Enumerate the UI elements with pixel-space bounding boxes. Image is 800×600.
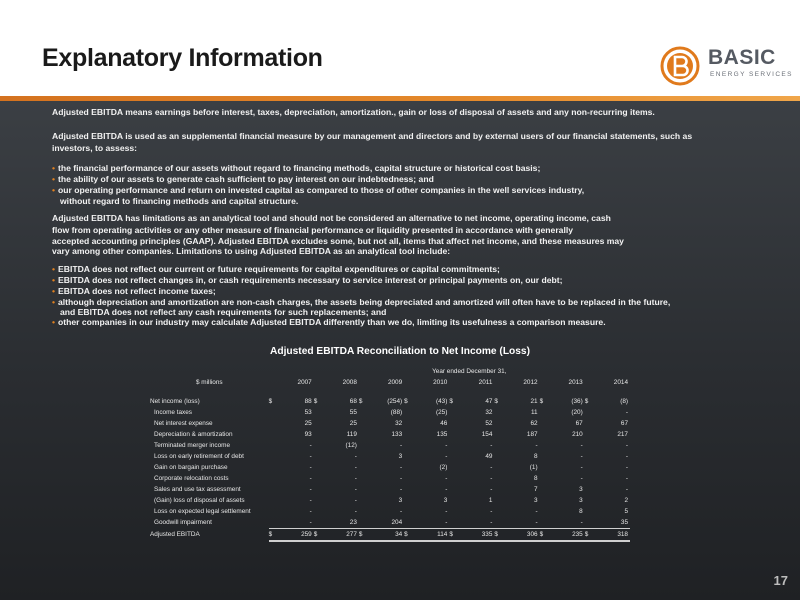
currency-symbol [540,429,549,440]
table-cell: - [580,442,583,449]
table-cell: - [625,442,628,449]
currency-symbol [494,484,503,495]
currency-symbol [404,495,413,506]
table-cell: (43) [435,398,448,405]
table-cell: 3 [443,497,448,504]
currency-symbol [359,484,368,495]
limitation-bullet-3: • EBITDA does not reflect income taxes; [52,286,216,296]
table-cell: - [625,453,628,460]
currency-symbol: $ [540,529,549,542]
currency-symbol [404,440,413,451]
currency-symbol [404,506,413,517]
table-cell: 46 [440,420,448,427]
currency-symbol [359,440,368,451]
table-row [150,506,630,517]
table-cell: 3 [534,497,538,504]
table-cell: 7 [534,486,538,493]
definition-paragraph: Adjusted EBITDA means earnings before interest, taxes, depreciation, amortization., gain or loss of disposal of assets and any non-recurring items. [52,107,655,117]
table-row [150,407,630,418]
currency-symbol [314,418,323,429]
currency-symbol [494,429,503,440]
limitation-bullet-4: • although depreciation and amortization are non-cash charges, the assets being depreciated and amortized will often have to be replaced in the future, [52,297,671,307]
currency-symbol [269,517,278,529]
currency-symbol: $ [449,398,453,405]
table-cell: 52 [485,420,493,427]
row-label: Gain on bargain purchase [154,464,228,471]
table-cell: - [400,464,403,471]
assess-bullet-1: • the financial performance of our assets without regard to financing methods, capital structure or historical cost basis; [52,163,541,173]
table-cell: 67 [575,420,583,427]
table-cell: 32 [395,420,403,427]
currency-symbol [404,429,413,440]
limitation-bullet-4-cont: and EBITDA does not reflect any cash requirements for such replacements; and [60,307,387,317]
header [0,0,800,96]
currency-symbol [585,484,594,495]
table-cell: - [309,497,312,504]
table-cell: 3 [398,453,403,460]
currency-symbol [494,451,503,462]
limitation-bullet-2: • EBITDA does not reflect changes in, or cash requirements necessary to service interest or principal payments on, our debt; [52,275,563,285]
table-cell: 8 [534,453,538,460]
table-cell: - [490,486,493,493]
table-row [150,495,630,506]
table-cell: (2) [439,464,448,471]
table-cell: 67 [620,420,628,427]
year-header: 2011 [478,379,493,386]
row-label: Sales and use tax assessment [154,486,241,493]
currency-symbol [449,473,458,484]
table-cell: - [535,442,538,449]
currency-symbol [269,418,278,429]
table-cell: 93 [304,431,312,438]
table-cell: 119 [346,431,357,438]
currency-symbol [314,484,323,495]
logo-subtext: ENERGY SERVICES [710,71,793,78]
table-cell: - [490,442,493,449]
currency-symbol [449,495,458,506]
currency-symbol [494,517,503,529]
table-cell: - [625,475,628,482]
table-cell: - [309,475,312,482]
currency-symbol [404,484,413,495]
currency-symbol [585,506,594,517]
table-cell: - [400,442,403,449]
currency-symbol [540,473,549,484]
year-header: 2010 [433,379,448,386]
currency-symbol [585,418,594,429]
assess-bullet-3-cont: without regard to financing methods and capital structure. [60,196,299,206]
currency-symbol [585,495,594,506]
currency-symbol [449,407,458,418]
table-cell: 3 [579,497,583,504]
limitation-bullet-5: • other companies in our industry may calculate Adjusted EBITDA differently than we do, limiting its usefulness a comparison measure. [52,317,606,327]
table-cell: - [354,486,357,493]
table-row [150,462,630,473]
limitations-paragraph-line1: Adjusted EBITDA has limitations as an analytical tool and should not be considered an alternative to net income, operating income, cash [52,213,611,223]
table-cell: 23 [323,517,359,529]
table-cell: - [580,475,583,482]
table-cell: - [354,508,357,515]
currency-symbol: $ [314,529,323,542]
row-label: Net interest expense [154,420,213,427]
logo-wordmark: BASIC [708,46,776,69]
table-cell: 32 [485,409,493,416]
table-cell: (12) [345,442,357,449]
limitations-paragraph-line4: vary among other companies. Limitations to using Adjusted EBITDA as an analytical tool include: [52,246,451,256]
table-cell: 2 [624,497,628,504]
currency-symbol [314,517,323,529]
currency-symbol [359,517,368,529]
table-cell: 335 [458,529,494,542]
table-cell: - [309,464,312,471]
currency-symbol [585,407,594,418]
currency-symbol [359,418,368,429]
currency-symbol [449,429,458,440]
currency-symbol [449,517,458,529]
currency-symbol [540,407,549,418]
table-cell: 204 [368,517,404,529]
assess-bullet-3: • our operating performance and return on invested capital as compared to those of other companies in the well services industry, [52,185,585,195]
currency-symbol: $ [313,398,318,405]
table-cell: - [490,475,493,482]
table-cell: - [413,517,449,529]
currency-symbol [449,506,458,517]
table-cell: 210 [572,431,583,438]
currency-symbol: $ [449,529,458,542]
table-cell: 55 [349,409,357,416]
currency-symbol [359,495,368,506]
year-header-row [150,377,630,388]
currency-symbol [269,495,278,506]
year-header: 2009 [387,379,403,386]
currency-symbol [404,473,413,484]
table-cell: 259 [278,529,314,542]
table-cell: 133 [391,431,403,438]
currency-symbol [359,462,368,473]
currency-symbol [540,506,549,517]
usage-paragraph-line1: Adjusted EBITDA is used as an supplemental financial measure by our management and directors and by external users of our financial statements, such as [52,131,693,141]
table-cell: (36) [571,398,583,405]
table-cell: 11 [530,409,538,416]
currency-symbol: $ [404,529,413,542]
currency-symbol [540,451,549,462]
currency-symbol [585,473,594,484]
table-row [150,473,630,484]
table-cell: - [535,508,538,515]
limitations-paragraph-line3: accepted accounting principles (GAAP). Adjusted EBITDA excludes some, but not all, items that affect net income, and these measures may [52,236,624,246]
currency-symbol [585,440,594,451]
table-cell: 35 [594,517,630,529]
table-cell: - [625,486,628,493]
table-title: Adjusted EBITDA Reconciliation to Net Income (Loss) [270,346,530,357]
currency-symbol [359,451,368,462]
currency-symbol: $ [358,398,363,405]
currency-symbol: $ [359,529,368,542]
currency-symbol [269,462,278,473]
currency-symbol [494,506,503,517]
currency-symbol [314,495,323,506]
table-cell: - [458,517,494,529]
row-label: Corporate relocation costs [154,475,229,482]
currency-symbol [585,451,594,462]
currency-symbol [585,462,594,473]
currency-symbol [314,440,323,451]
table-cell: 187 [526,431,538,438]
currency-symbol [449,462,458,473]
currency-symbol: $ [584,398,589,405]
table-cell: - [309,442,312,449]
table-cell: - [490,508,493,515]
currency-symbol [494,440,503,451]
table-cell: 114 [413,529,449,542]
currency-symbol [359,506,368,517]
table-cell: - [490,464,493,471]
row-label: Goodwill impairment [154,519,212,527]
table-cell: - [354,464,357,471]
table-cell: - [445,475,448,482]
year-header: 2007 [297,379,312,386]
table-cell: 235 [549,529,585,542]
table-cell: - [354,453,357,460]
table-cell: - [309,508,312,515]
currency-symbol [269,451,278,462]
table-cell: 88 [304,398,312,405]
currency-symbol [494,407,503,418]
currency-symbol [404,418,413,429]
currency-symbol [404,517,413,529]
table-cell: 25 [349,420,357,427]
currency-symbol [269,506,278,517]
row-label: Terminated merger income [154,442,231,449]
limitation-bullet-1: • EBITDA does not reflect our current or future requirements for capital expenditures or capital commitments; [52,264,500,274]
table-cell: - [445,508,448,515]
table-cell: 8 [579,508,583,515]
table-cell: (88) [390,409,403,416]
table-cell: (1) [529,464,538,471]
row-label: Depreciation & amortization [154,431,233,438]
table-row [150,429,630,440]
table-cell: 1 [488,497,493,504]
usage-paragraph-line2: investors, to assess: [52,143,138,153]
table-cell: 217 [617,431,628,438]
table-cell: 5 [624,508,628,515]
table-cell: - [625,409,628,416]
currency-symbol [404,451,413,462]
currency-symbol [540,440,549,451]
currency-symbol [269,407,278,418]
currency-symbol [314,429,323,440]
currency-symbol [449,418,458,429]
currency-symbol [585,429,594,440]
table-cell: 47 [485,398,493,405]
currency-symbol [540,495,549,506]
currency-symbol [314,407,323,418]
table-row [150,396,630,407]
table-cell: 3 [398,497,403,504]
table-cell: (8) [620,398,628,405]
period-header: Year ended December 31, [432,368,507,375]
company-logo [660,46,792,86]
currency-symbol [449,451,458,462]
currency-symbol [540,484,549,495]
table-cell: 277 [323,529,359,542]
table-cell: - [400,475,403,482]
currency-symbol: $ [585,529,594,542]
currency-symbol [449,484,458,495]
currency-symbol: $ [494,398,498,405]
currency-symbol [314,451,323,462]
table-cell: 53 [304,409,312,416]
currency-symbol [404,462,413,473]
table-row [150,451,630,462]
reconciliation-table [150,366,630,542]
table-cell: (20) [571,409,583,416]
currency-symbol [494,473,503,484]
table-row [150,418,630,429]
table-cell: - [309,486,312,493]
currency-symbol [494,462,503,473]
table-cell: 3 [579,486,583,493]
table-cell: (25) [435,409,448,416]
table-row [150,529,630,542]
page-title: Explanatory Information [42,44,323,72]
table-row [150,517,630,529]
table-cell: 49 [485,453,493,460]
currency-symbol: $ [268,398,273,405]
table-row [150,484,630,495]
year-header: 2012 [523,379,538,386]
currency-symbol [540,418,549,429]
currency-symbol [314,506,323,517]
table-cell: 21 [530,398,538,405]
currency-symbol [540,462,549,473]
currency-symbol [404,407,413,418]
basic-b-icon [660,46,704,86]
currency-symbol [585,517,594,529]
table-cell: 62 [530,420,538,427]
table-cell: 25 [304,420,312,427]
row-label: Income taxes [154,409,193,416]
assess-bullet-2: • the ability of our assets to generate cash sufficient to pay interest on our indebtedness; and [52,174,434,184]
row-label: Net income (loss) [150,398,200,405]
currency-symbol [359,407,368,418]
year-header: 2014 [613,379,628,386]
currency-symbol: $ [404,398,408,405]
table-cell: (254) [387,398,403,405]
currency-symbol [314,473,323,484]
table-cell: - [354,497,357,504]
table-cell: - [354,475,357,482]
currency-symbol [359,473,368,484]
table-cell: - [445,453,448,460]
table-cell: 8 [534,475,538,482]
year-header: 2013 [568,379,583,386]
table-cell: - [400,508,403,515]
currency-symbol [540,517,549,529]
currency-symbol: $ [269,529,278,542]
row-label: Loss on early retirement of debt [154,453,244,460]
table-cell: 154 [481,431,493,438]
table-cell: - [400,486,403,493]
currency-symbol: $ [539,398,544,405]
table-cell: - [445,486,448,493]
row-label: Adjusted EBITDA [150,531,200,539]
table-cell: - [503,517,539,529]
currency-symbol [494,495,503,506]
unit-label: $ millions [195,379,223,386]
table-row [150,440,630,451]
year-header: 2008 [342,379,357,386]
page-number: 17 [773,573,788,588]
currency-symbol [269,429,278,440]
table-cell: - [625,464,628,471]
table-cell: 318 [594,529,630,542]
limitations-paragraph-line2: flow from operating activities or any other measure of financial performance or liquidity presented in accordance with generally [52,225,574,235]
currency-symbol [314,462,323,473]
currency-symbol [269,473,278,484]
row-label: (Gain) loss of disposal of assets [154,497,245,504]
table-cell: - [549,517,585,529]
table-cell: 306 [503,529,539,542]
table-cell: - [309,453,312,460]
currency-symbol: $ [494,529,503,542]
table-cell: 68 [349,398,357,405]
table-cell: - [445,442,448,449]
currency-symbol [494,418,503,429]
currency-symbol [449,440,458,451]
table-cell: 135 [436,431,448,438]
table-cell: 34 [368,529,404,542]
table-cell: - [278,517,314,529]
currency-symbol [269,440,278,451]
table-cell: - [580,453,583,460]
table-cell: - [580,464,583,471]
row-label: Loss on expected legal settlement [154,508,251,515]
currency-symbol [269,484,278,495]
currency-symbol [359,429,368,440]
